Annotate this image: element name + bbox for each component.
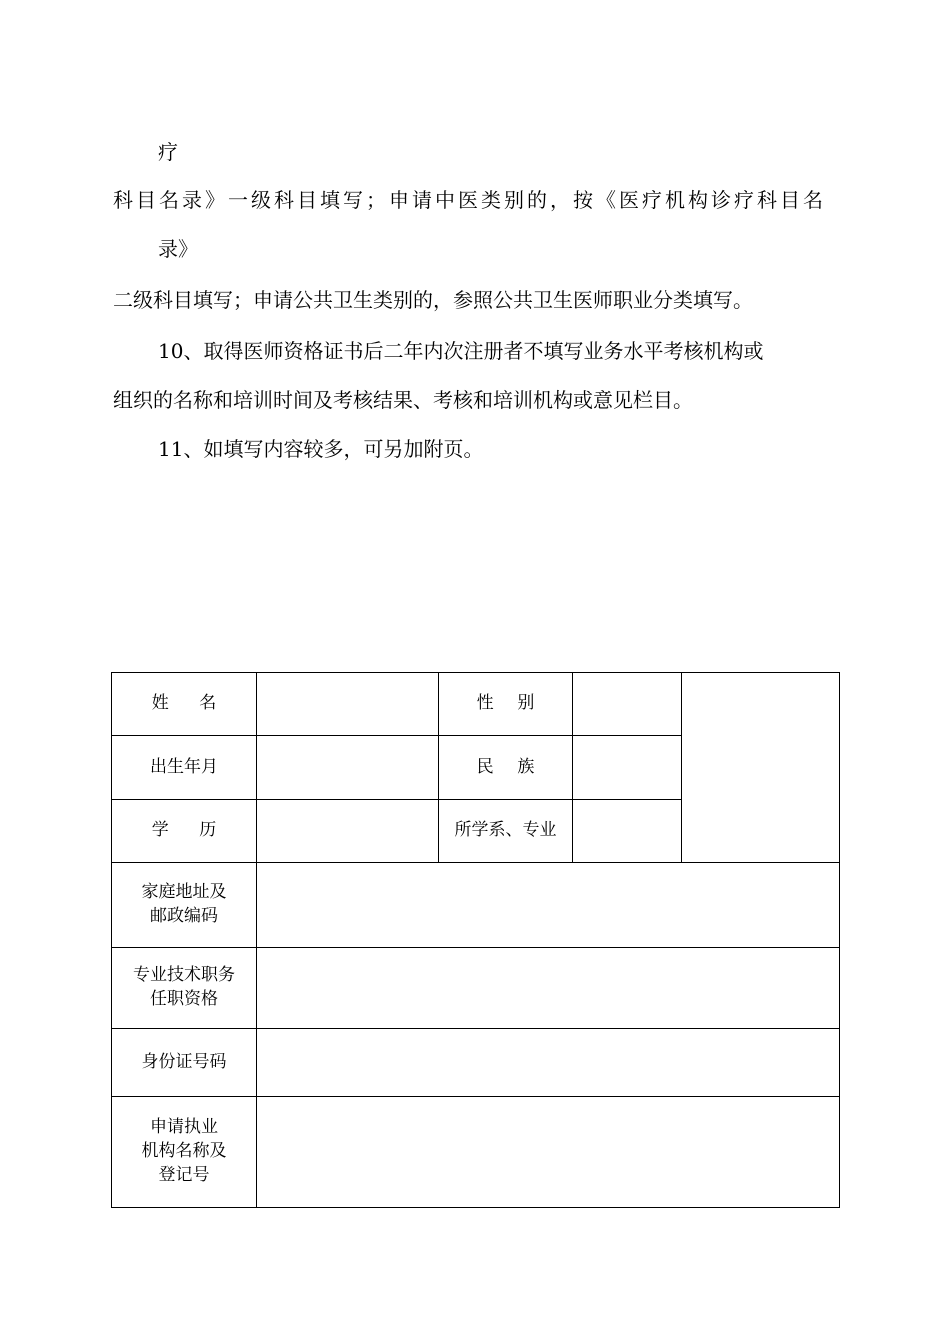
birth-field[interactable] [257, 736, 439, 800]
title-field[interactable] [257, 948, 840, 1029]
ethnicity-label-cell [439, 736, 573, 800]
form-row-id [112, 1029, 840, 1097]
org-label-line-2: 机构名称及 [141, 1141, 227, 1162]
title-label-cell [112, 948, 257, 1029]
form-row-title [112, 948, 840, 1029]
org-label-line-3: 登记号 [158, 1164, 210, 1185]
education-label-cell [112, 800, 257, 863]
note-line-5: 10、取得医师资格证书后二年内次注册者不填写业务水平考核机构或 [158, 339, 764, 363]
address-label-line-2: 邮政编码 [150, 906, 218, 926]
education-label: 学历 [151, 820, 247, 841]
gender-label: 性别 [476, 693, 559, 714]
address-field[interactable] [257, 863, 840, 948]
form-row-name [112, 673, 840, 736]
id-label: 身份证号码 [141, 1051, 227, 1072]
address-label-cell [112, 863, 257, 948]
id-label-cell [112, 1029, 257, 1097]
major-field[interactable] [573, 800, 682, 863]
registration-form-table [111, 672, 840, 1208]
note-line-1: 疗 [158, 140, 178, 164]
ethnicity-field[interactable] [573, 736, 682, 800]
org-label-cell [112, 1097, 257, 1208]
note-line-4: 二级科目填写；申请公共卫生类别的，参照公共卫生医师职业分类填写。 [113, 288, 753, 312]
title-label-line-2: 任职资格 [150, 989, 218, 1009]
education-field[interactable] [257, 800, 439, 863]
form-row-address [112, 863, 840, 948]
form-row-org [112, 1097, 840, 1208]
note-line-3: 录》 [158, 237, 198, 261]
birth-label-cell [112, 736, 257, 800]
major-label-cell [439, 800, 573, 863]
note-line-7: 11、如填写内容较多，可另加附页。 [158, 437, 484, 461]
id-field[interactable] [257, 1029, 840, 1097]
name-label: 姓名 [151, 693, 247, 714]
address-label-line-1: 家庭地址及 [141, 882, 227, 903]
birth-label: 出生年月 [150, 756, 218, 777]
org-label-line-1: 申请执业 [150, 1117, 218, 1138]
gender-label-cell [439, 673, 573, 736]
name-label-cell [112, 673, 257, 736]
ethnicity-label: 民族 [476, 756, 559, 777]
note-line-2: 科目名录》一级科目填写；申请中医类别的，按《医疗机构诊疗科目名 [113, 188, 826, 212]
major-label: 所学系、专业 [454, 820, 557, 841]
photo-field[interactable] [682, 673, 840, 863]
gender-field[interactable] [573, 673, 682, 736]
note-line-6: 组织的名称和培训时间及考核结果、考核和培训机构或意见栏目。 [113, 388, 693, 412]
org-field[interactable] [257, 1097, 840, 1208]
title-label-line-1: 专业技术职务 [133, 965, 235, 986]
name-field[interactable] [257, 673, 439, 736]
